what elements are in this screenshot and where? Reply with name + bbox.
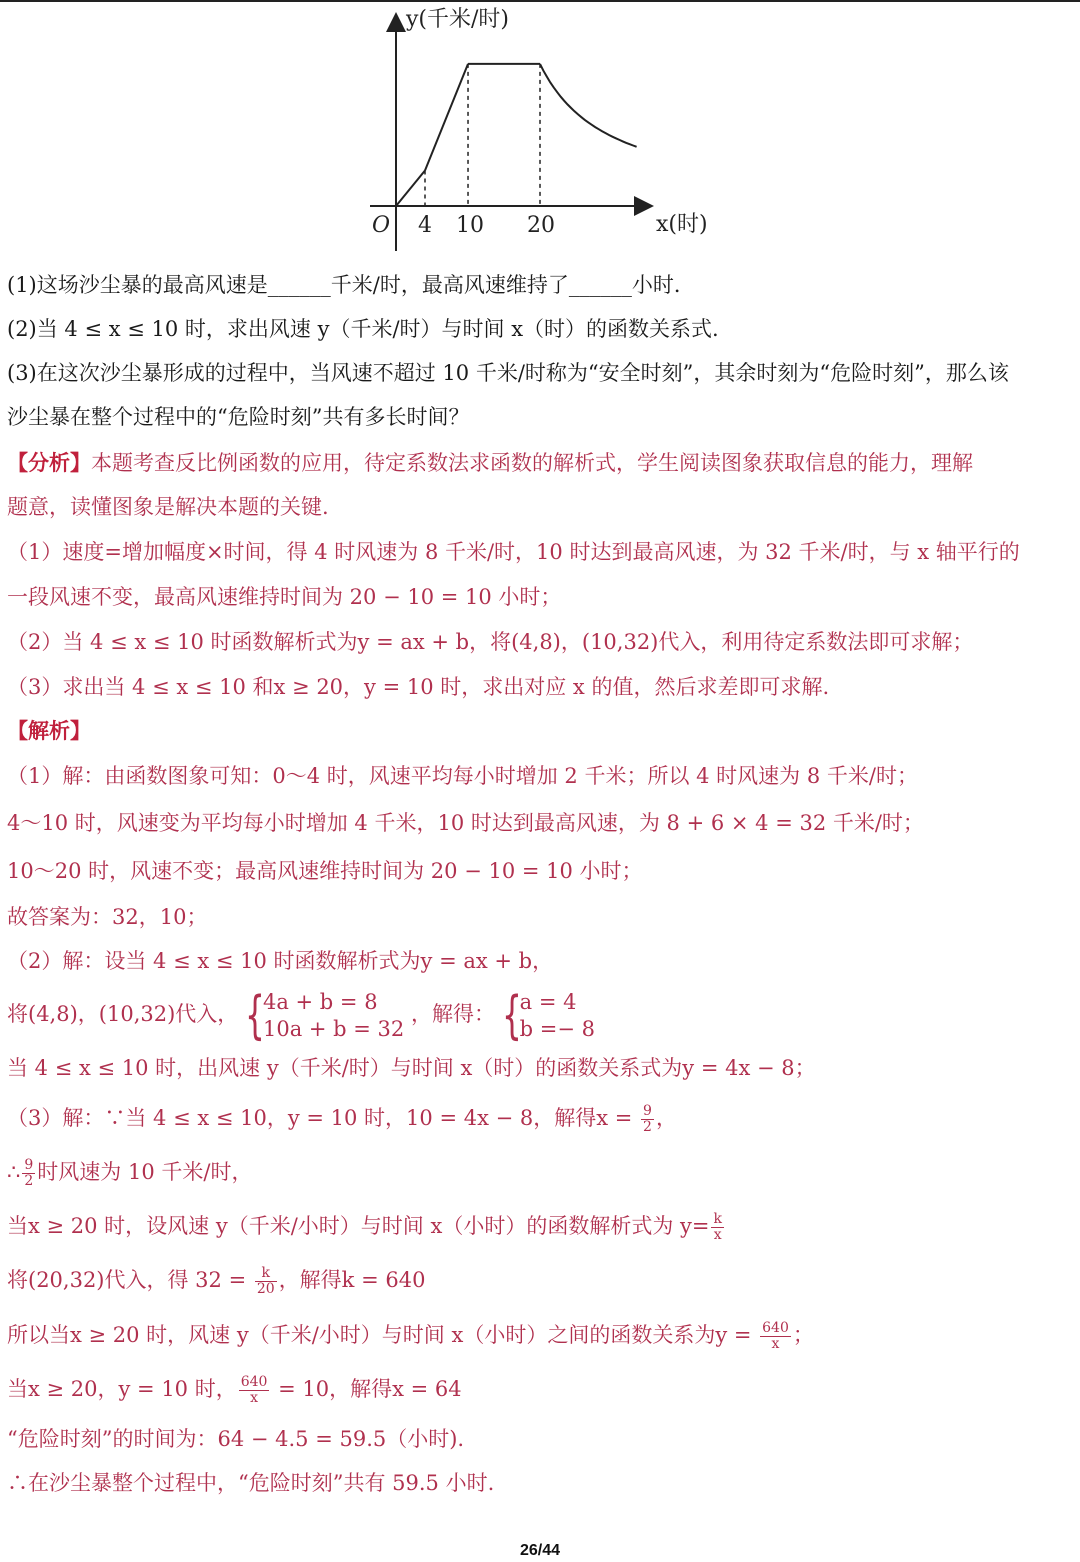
top-rule [0, 0, 1080, 2]
solution-8-post: ， [655, 1106, 677, 1130]
fraction-numerator: 9 [24, 1157, 34, 1173]
solution-line-4: 故答案为：32，10； [7, 905, 208, 929]
fraction-denominator: x [250, 1390, 259, 1406]
wind-speed-graph [360, 6, 730, 256]
solution-line-6 [7, 985, 596, 1046]
fraction-denominator: x [713, 1227, 722, 1243]
system-1-row-1: 4a + b = 8 [262, 989, 378, 1014]
solution-line-5: （2）解：设当 4 ≤ x ≤ 10 时函数解析式为y = ax + b， [7, 949, 554, 973]
fraction-numerator: 640 [762, 1320, 789, 1336]
solution-6-mid: ，解得： [410, 1002, 495, 1026]
equation-system-1 [244, 985, 405, 1046]
analysis-tag: 【分析】 [7, 450, 91, 475]
x-tick-10: 10 [456, 213, 484, 238]
fraction-numerator: k [713, 1211, 722, 1227]
system-2-row-2: b =− 8 [519, 1016, 596, 1041]
solution-12-pre: 所以当x ≥ 20 时，风速 y（千米/小时）与时间 x（小时）之间的函数关系为y = [7, 1323, 759, 1347]
graph-segment-0 [396, 170, 425, 206]
solution-line-13 [7, 1371, 462, 1407]
graph-segment-1 [425, 64, 468, 171]
solution-6-pre: 将(4,8)，(10,32)代入， [7, 1002, 239, 1026]
origin-label: O [372, 213, 391, 238]
graph-segment-3 [540, 64, 637, 147]
solution-line-3: 10～20 时，风速不变；最高风速维持时间为 20 − 10 = 10 小时； [7, 859, 643, 883]
analysis-line-3: （1）速度=增加幅度×时间，得 4 时风速为 8 千米/时，10 时达到最高风速，为 32 千米/时，与 x 轴平行的 [7, 540, 1020, 564]
solution-line-2: 4～10 时，风速变为平均每小时增加 4 千米，10 时达到最高风速，为 8 + 6 × 4 = 32 千米/时； [7, 811, 924, 835]
equation-system-2 [501, 985, 596, 1046]
solution-9-post: 时风速为 10 千米/时， [37, 1160, 253, 1184]
solution-9-pre: ∴ [7, 1160, 21, 1184]
solution-line-9 [7, 1154, 252, 1190]
fraction-denominator: 2 [643, 1119, 652, 1135]
solution-13-post: = 10，解得x = 64 [271, 1377, 462, 1401]
fraction-numerator: 9 [643, 1103, 652, 1119]
analysis-line-2: 题意，读懂图象是解决本题的关键. [7, 495, 329, 519]
question-2: (2)当 4 ≤ x ≤ 10 时，求出风速 y（千米/时）与时间 x（时）的函数关系式. [7, 317, 719, 341]
fraction [22, 1158, 35, 1189]
fraction-numerator: 640 [240, 1374, 268, 1390]
x-tick-20: 20 [527, 213, 555, 238]
solution-tag: 【解析】 [7, 718, 91, 743]
brace-icon: { [244, 985, 265, 1046]
solution-13-pre: 当x ≥ 20，y = 10 时， [7, 1377, 237, 1401]
fraction [760, 1321, 791, 1352]
fraction [711, 1212, 723, 1243]
x-axis-label: x(时) [656, 212, 708, 237]
solution-8-pre: （3）解：∵当 4 ≤ x ≤ 10，y = 10 时，10 = 4x − 8，解得x = [7, 1106, 640, 1130]
solution-line-7: 当 4 ≤ x ≤ 10 时，出风速 y（千米/时）与时间 x（时）的函数关系式为y = 4x − 8； [7, 1056, 816, 1080]
system-2-row-1: a = 4 [519, 989, 577, 1014]
question-3-line-2: 沙尘暴在整个过程中的“危险时刻”共有多长时间？ [7, 405, 470, 429]
fraction-denominator: x [771, 1336, 780, 1352]
fraction-denominator: 20 [256, 1281, 275, 1297]
fraction-numerator: k [255, 1266, 277, 1282]
solution-line-12 [7, 1317, 814, 1353]
analysis-line-1 [7, 448, 973, 478]
system-1-row-2: 10a + b = 32 [262, 1016, 405, 1041]
solution-11-pre: 将(20,32)代入，得 32 = [7, 1268, 253, 1292]
fraction [239, 1375, 270, 1406]
brace-icon: { [501, 985, 522, 1046]
question-3-line-1: (3)在这次沙尘暴形成的过程中，当风速不超过 10 千米/时称为“安全时刻”，其余时刻为“危险时刻”，那么该 [7, 361, 1009, 385]
analysis-line-6: （3）求出当 4 ≤ x ≤ 10 和x ≥ 20，y = 10 时，求出对应 x 的值，然后求差即可求解. [7, 675, 830, 699]
solution-line-1: （1）解：由函数图象可知：0～4 时，风速平均每小时增加 2 千米；所以 4 时风速为 8 千米/时； [7, 764, 918, 788]
x-tick-4: 4 [418, 213, 432, 238]
analysis-text-1: 本题考查反比例函数的应用，待定系数法求函数的解析式，学生阅读图象获取信息的能力，理解 [91, 451, 973, 475]
solution-line-11 [7, 1262, 425, 1298]
solution-line-14: “危险时刻”的时间为：64 − 4.5 = 59.5（小时). [7, 1427, 465, 1451]
analysis-line-5: （2）当 4 ≤ x ≤ 10 时函数解析式为y = ax + b，将(4,8)，(10,32)代入，利用待定系数法即可求解； [7, 630, 974, 654]
solution-line-8 [7, 1100, 677, 1136]
question-1: (1)这场沙尘暴的最高风速是______千米/时，最高风速维持了______小时． [7, 273, 695, 297]
solution-10-pre: 当x ≥ 20 时，设风速 y（千米/小时）与时间 x（小时）的函数解析式为 y= [7, 1214, 710, 1238]
fraction-denominator: 2 [24, 1173, 34, 1189]
solution-line-10 [7, 1208, 726, 1244]
page-number: 26/44 [519, 1542, 561, 1559]
solution-12-post: ； [792, 1323, 814, 1347]
fraction [255, 1266, 277, 1297]
y-axis-label: y(千米/时) [406, 7, 510, 32]
solution-11-post: ，解得k = 640 [278, 1268, 426, 1292]
solution-line-15: ∴在沙尘暴整个过程中，“危险时刻”共有 59.5 小时. [7, 1471, 495, 1495]
fraction [641, 1104, 654, 1135]
plot-lines [396, 64, 637, 206]
analysis-line-4: 一段风速不变，最高风速维持时间为 20 − 10 = 10 小时； [7, 585, 562, 609]
